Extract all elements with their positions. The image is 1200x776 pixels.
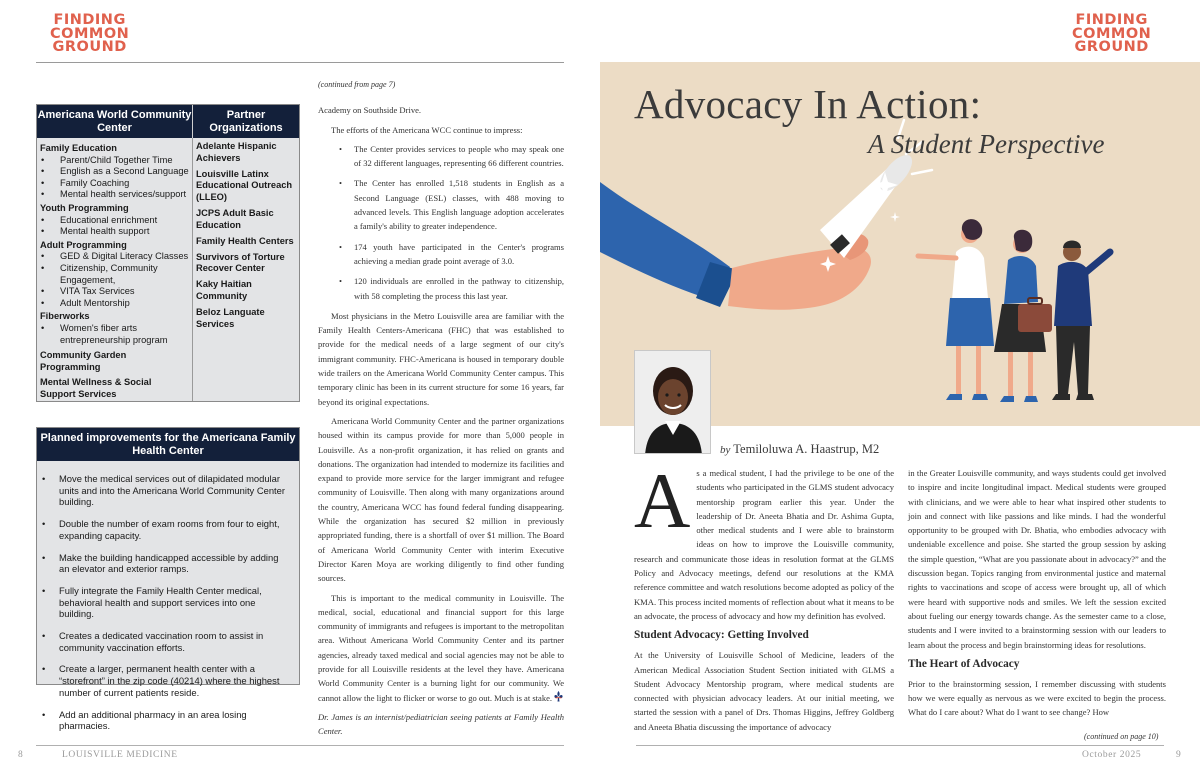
partner-item: Family Health Centers [196,235,294,246]
impact-item: • The Center provides services to people who may speak one of 32 different languages, representing 66 different countries. [318,142,564,171]
paragraph: Prior to the brainstorming session, I remember discussing with students how we were equally as nervous as we were excited to begin the process. What do I care about? What do I want to see change? How [908,678,1166,718]
section-heading: The Heart of Advocacy [908,657,1020,670]
magazine-name: LOUISVILLE MEDICINE [62,750,178,760]
programs-column [37,138,193,401]
program-group [40,350,189,373]
planned-improvements-header: Planned improvements for the Americana Family Health Center [37,428,299,461]
program-group [40,203,189,238]
finding-common-ground-logo-right [1072,14,1151,55]
section-heading: Student Advocacy: Getting Involved [634,629,809,642]
program-group [40,311,189,346]
partner-item: Survivors of Torture Recover Center [196,251,285,274]
paragraph-text: This is important to the medical community in Louisville. The medical, social, educational and financial support for this large community of immigrants and refugees is important to the metropolitan area. Without Americana World Community Center and its partner agencies, already taxed medical and social agencies may not be able to provide for all Louisville residents at the level they have. Americana World Community Center is a burning light for our community. We cannot allow the light to flicker or worse to go out. Much is at stake. [318,592,564,703]
partner-item: Adelante Hispanic Achievers [196,141,277,163]
article-column-1 [634,457,894,739]
program-group [40,240,189,310]
program-item: • Educational enrichment [40,215,189,227]
logo-line: COMMON [1072,25,1152,42]
improvement-item: • Move the medical services out of dilapidated modular units and into the Americana World Community Center building. [41,473,291,508]
paragraph: At the University of Louisville School of Medicine, leaders of the American Medical Association Student Section initiated with GLMS a Student Advocacy Mentorship program, where medical students are connected with physician advocacy leaders. At our initial meeting, we started the session with a panel of Drs. Thomas Higgins, Jeffrey Goldberg and Aneeta Bhatia discussing the importance of advocacy [634,650,894,732]
article-title: Advocacy In Action: [634,81,982,127]
table-header-partners: Partner Organizations [209,108,283,134]
continued-from-note: (continued from page 7) [318,80,396,89]
programs-table [36,104,300,402]
logo-line: GROUND [1074,39,1149,55]
program-group [40,143,189,201]
header-rule-left [36,62,564,63]
improvement-item: • Fully integrate the Family Health Center medical, behavioral health and support services into one building. [41,585,291,620]
impact-item: • 174 youth have participated in the Center's programs achieving a median grade point average of 3.0. [318,240,564,269]
paragraph: Most physicians in the Metro Louisville area are familiar with the Family Health Centers-Americana (FHC) that was established to provide for the medical needs of a large segment of our city's immigrant community. FHC-Americana is housed in temporary double wide trailers on the Americana World Community Center campus. This temporary clinic has been in its current structure for some 16 years, far beyond its original expectations. [318,310,564,407]
byline-prefix: by [720,444,731,456]
partner-item: Kaky Haitian Community [196,279,252,302]
author-portrait [635,351,711,454]
program-item: • Family Coaching [40,178,189,190]
logo-line: FINDING [1075,12,1148,28]
partner-item: JCPS Adult Basic Education [196,207,274,230]
logo-line: FINDING [53,12,126,28]
program-item: • VITA Tax Services [40,286,189,298]
program-group [40,377,189,400]
program-item: • GED & Digital Literacy Classes [40,251,189,263]
improvement-item: • Create a larger, permanent health center with a “storefront” in the zip code (40214) where the highest number of current patients reside. [41,663,291,698]
improvement-item: • Double the number of exam rooms from four to eight, expanding capacity. [41,518,291,541]
paragraph: Academy on Southside Drive. [318,105,422,116]
program-item: • Parent/Child Together Time [40,155,189,167]
paragraph [318,591,564,705]
byline [720,442,879,457]
program-group-title: Mental Wellness & Social Support Services [40,377,152,399]
footer-rule-left [36,745,564,746]
paragraph: The efforts of the Americana WCC continue to impress: [331,124,523,135]
partner-item: Beloz Languate Services [196,307,265,329]
table-header [37,105,299,138]
fleur-de-lis-icon [554,691,563,702]
program-item: • Citizenship, Community Engagement, [40,263,189,286]
program-group-title: Fiberworks [40,311,90,322]
author-note: Dr. James is an internist/pediatrician seeing patients at Family Health Center. [318,711,564,737]
author-photo [634,350,711,454]
table-header-center: Americana World Community Center [37,105,193,138]
improvement-item: • Make the building handicapped accessible by adding an elevator and exterior ramps. [41,552,291,575]
continued-on-note: (continued on page 10) [1084,732,1159,741]
improvement-item: • Add an additional pharmacy in an area losing pharmacies. [41,709,291,732]
program-item: • Mental health support [40,226,189,238]
drop-cap: A [634,457,691,544]
program-item: • Adult Mentorship [40,298,189,310]
author-name: Temiloluwa A. Haastrup, M2 [733,442,880,456]
program-item: • Women's fiber arts entrepreneurship program [40,323,189,346]
program-item: • English as a Second Language [40,166,189,178]
program-group-title: Family Education [40,143,117,153]
planned-improvements-box [36,427,300,732]
page-number-right: 9 [1176,750,1182,760]
article-column-2 [908,466,1166,725]
impact-item: • 120 individuals are enrolled in the pathway to citizenship, with 58 completing the process this last year. [318,274,564,303]
program-group-title: Community Garden Programming [40,350,127,372]
footer-rule-right [636,745,1164,746]
improvement-item: • Creates a dedicated vaccination room to assist in community vaccination efforts. [41,630,291,653]
program-group-title: Adult Programming [40,239,127,250]
program-item: • Mental health services/support [40,189,189,201]
program-group-title: Youth Programming [40,202,129,213]
impact-item: • The Center has enrolled 1,518 students in English as a Second Language (ESL) classes, with 488 moving to advanced levels. This English language adoption accelerates a family's ability to greater independence. [318,176,564,233]
paragraph: s a medical student, I had the privilege to be one of the students who participated in the GLMS student advocacy mentorship program earlier this year. Under the leadership of Dr. Aneeta Bhatia and Dr. Ashima Gupta, other medical students and I were able to brainstorm ideas on how to improve the Louisville community, research and communicate those ideas in resolution format at the GLMS Policy and Advocacy meetings, defend our resolutions at the KMA reference committee and watch resolutions become adopted as policy of the KMA. This process incited moments of reflection about what it means to be an advocate, the process of advocacy and how my definition has evolved. [634,468,894,621]
partner-item: Louisville Latinx Educational Outreach (LLEO) [196,168,293,202]
page-number-left: 8 [18,750,24,760]
paragraph: in the Greater Louisville community, and ways students could get involved to inspire and incite longitudinal impact. Medical students were grouped with clinicians, and we were able to hear what inspired other students to join and connect with like passions and like minds. I had the wonderful opportunity to be grouped with Dr. Bhatia, who embodies advocacy with undeniable excellence and poise. She started the group session by asking the simple question, “What are you passionate about in advocacy?” and the discussion began. Topics ranging from environmental justice and maternal rights to vaccinations and scope of access were brought up, all of which were heard with supportive nods and smiles. We left the session excited about fueling our energy towards change. As the semester came to a close, students and I were invited to a brainstorming session with our leaders to learn about the process and begin brainstorming ideas for resolutions. [908,468,1166,650]
logo-line: COMMON [50,25,130,42]
issue-date: October 2025 [1082,750,1142,760]
finding-common-ground-logo-left [50,14,129,55]
paragraph: Americana World Community Center and the partner organizations housed within its campus provide for more than 5,000 people in Louisville. As a non-profit organization, it has relied on grants and donations. The organization had intended to modernize its facilities and expand to provide more service for the larger immigrant and refugee community of Louisville. Then along with many organizations around the country, Americana WCC has found federal funding disappearing. While the organization has secured $2 million in previously appropriated funding, there is a shortfall of over $1 million. The Board of Americana World Community Center with interim Executive Director Karen Moya are working diligently to find other funding sources. [318,415,564,584]
article-subtitle: A Student Perspective [868,129,1105,159]
article-left-column [318,78,564,743]
impact-list [318,142,564,303]
logo-line: GROUND [52,39,127,55]
partners-column [193,138,299,401]
